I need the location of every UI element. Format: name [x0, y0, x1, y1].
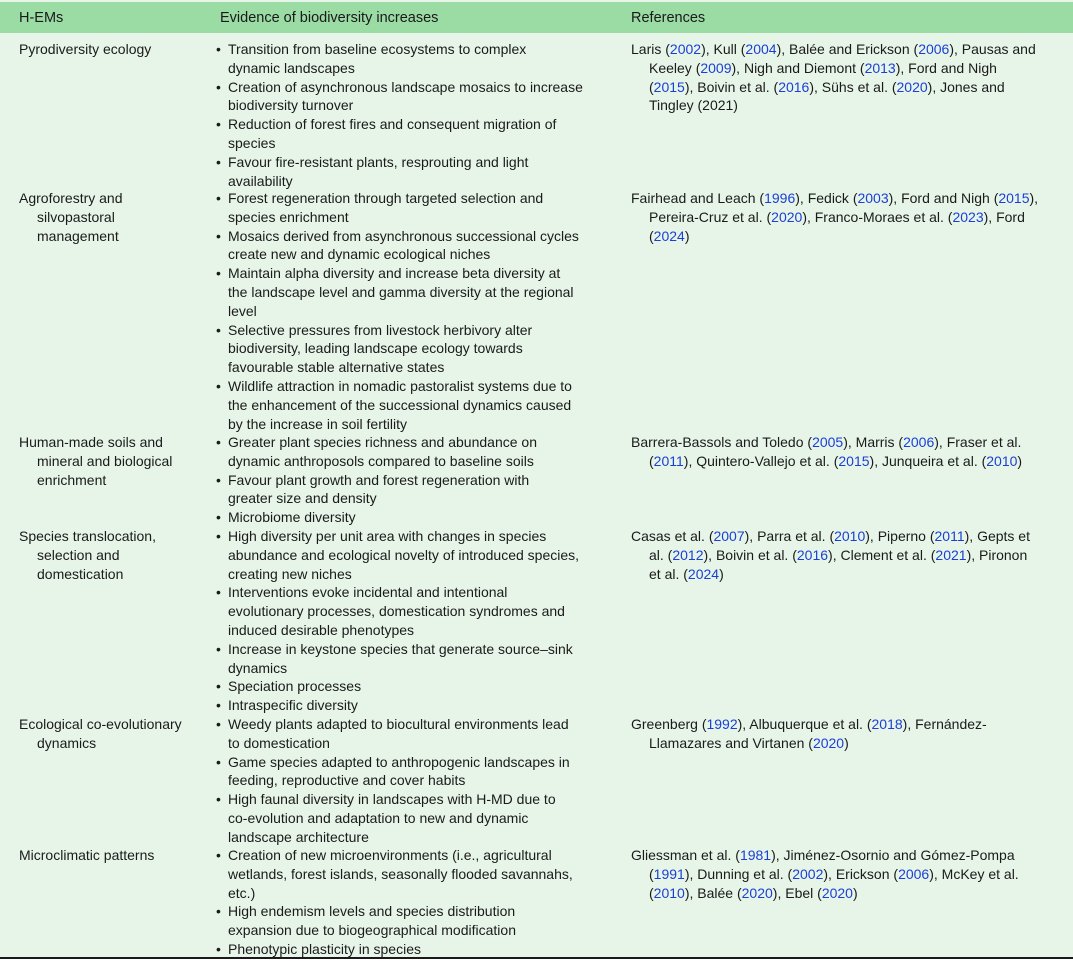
- citation-year-link[interactable]: 2023: [952, 208, 984, 225]
- reference-line: (1991), Dunning et al. (2002), Erickson (2006), McKey et al.: [649, 865, 1019, 882]
- header-h-ems: H-EMs: [19, 10, 64, 26]
- row-heading-line: Pyrodiversity ecology: [19, 41, 152, 57]
- references-cell: [631, 40, 1056, 115]
- evidence-list: [216, 189, 608, 433]
- references-cell: [631, 433, 1056, 471]
- row-heading: [19, 527, 199, 583]
- evidence-list: [216, 433, 608, 527]
- row-heading-line: Agroforestry and: [19, 190, 123, 206]
- reference-line: (2024): [649, 227, 690, 244]
- reference-line: Fairhead and Leach (1996), Fedick (2003), Ford and Nigh (2015),: [631, 190, 1039, 206]
- row-heading-line: dynamics: [37, 734, 97, 751]
- row-heading-line: selection and: [37, 546, 120, 563]
- citation-year-link[interactable]: 1991: [653, 865, 685, 882]
- evidence-bullet: • Selective pressures from livestock herbivory alter biodiversity, leading landscape ecology towards favourable stable alternative states: [216, 321, 608, 377]
- evidence-list: [216, 715, 608, 847]
- evidence-bullet: • High endemism levels and species distribution expansion due to biogeographical modification: [216, 902, 608, 940]
- header-references: References: [631, 10, 706, 26]
- row-heading-line: Microclimatic patterns: [19, 847, 155, 863]
- citation-year-link[interactable]: 2020: [896, 78, 928, 95]
- header-evidence: Evidence of biodiversity increases: [220, 10, 439, 26]
- row-heading-line: management: [37, 227, 119, 244]
- reference-line: Casas et al. (2007), Parra et al. (2010), Piperno (2011), Gepts et: [631, 528, 1030, 544]
- evidence-bullet: • High diversity per unit area with changes in species abundance and ecological novelty of introduced species, creating new niches: [216, 527, 608, 583]
- bottom-rule: [0, 957, 1073, 959]
- evidence-list: [216, 527, 608, 715]
- row-heading-line: Ecological co-evolutionary: [19, 716, 182, 732]
- citation-year-link[interactable]: 2015: [998, 190, 1030, 206]
- reference-line: Greenberg (1992), Albuquerque et al. (2018), Fernández-: [631, 716, 987, 732]
- evidence-bullet: • Microbiome diversity: [216, 508, 608, 527]
- citation-year-link[interactable]: 2002: [792, 865, 824, 882]
- citation-year-link[interactable]: 2003: [857, 190, 889, 206]
- citation-year-link[interactable]: 2024: [653, 227, 685, 244]
- row-heading-line: Species translocation,: [19, 528, 156, 544]
- citation-year-link[interactable]: 2009: [700, 59, 732, 76]
- citation-year-link[interactable]: 2013: [864, 59, 896, 76]
- citation-year-link[interactable]: 1996: [764, 190, 796, 206]
- evidence-bullet: • Maintain alpha diversity and increase beta diversity at the landscape level and gamma diversity at the regional level: [216, 264, 608, 320]
- citation-year-link[interactable]: 2006: [898, 865, 930, 882]
- evidence-bullet: • Interventions evoke incidental and intentional evolutionary processes, domestication syndromes and induced desirable phenotypes: [216, 583, 608, 639]
- citation-year-link[interactable]: 2015: [653, 78, 685, 95]
- reference-line: Gliessman et al. (1981), Jiménez-Osornio and Gómez-Pompa: [631, 847, 1015, 863]
- evidence-bullet: • Greater plant species richness and abundance on dynamic anthroposols compared to baseline soils: [216, 433, 608, 471]
- citation-year-link[interactable]: 2012: [672, 546, 704, 563]
- row-heading-line: Human-made soils and: [19, 434, 163, 450]
- table-header: [0, 2, 1073, 33]
- row-heading: [19, 433, 199, 489]
- citation-year-link[interactable]: 2011: [653, 452, 684, 469]
- row-heading-line: enrichment: [37, 471, 107, 488]
- references-cell: [631, 527, 1056, 583]
- citation-year-link[interactable]: 2006: [918, 41, 950, 57]
- reference-line: Tingley (2021): [649, 97, 738, 114]
- evidence-bullet: • Transition from baseline ecosystems to complex dynamic landscapes: [216, 40, 608, 78]
- row-heading: [19, 189, 199, 245]
- row-heading-line: silvopastoral: [37, 208, 115, 225]
- row-heading-line: mineral and biological: [37, 452, 173, 469]
- evidence-bullet: • Forest regeneration through targeted selection and species enrichment: [216, 189, 608, 227]
- evidence-bullet: • Favour plant growth and forest regeneration with greater size and density: [216, 471, 608, 509]
- reference-line: al. (2012), Boivin et al. (2016), Clement et al. (2021), Pironon: [649, 546, 1028, 563]
- evidence-bullet: • Reduction of forest fires and consequent migration of species: [216, 115, 608, 153]
- citation-year-link[interactable]: 2002: [669, 41, 702, 57]
- row-heading: [19, 715, 199, 753]
- reference-line: Pereira-Cruz et al. (2020), Franco-Moraes et al. (2023), Ford: [649, 208, 1025, 225]
- citation-year-link[interactable]: 2010: [986, 452, 1018, 469]
- reference-line: Laris (2002), Kull (2004), Balée and Erickson (2006), Pausas and: [631, 41, 1036, 57]
- citation-year-link[interactable]: 2018: [871, 716, 903, 732]
- citation-year-link[interactable]: 2020: [821, 884, 853, 901]
- evidence-bullet: • Weedy plants adapted to biocultural environments lead to domestication: [216, 715, 608, 753]
- row-heading: [19, 846, 199, 865]
- reference-line: Keeley (2009), Nigh and Diemont (2013), Ford and Nigh: [649, 59, 997, 76]
- citation-year-link[interactable]: 2005: [812, 434, 844, 450]
- citation-year-link[interactable]: 1981: [739, 847, 772, 863]
- evidence-bullet: • High faunal diversity in landscapes with H-MD due to co-evolution and adaptation to new and dynamic landscape architecture: [216, 790, 608, 846]
- citation-year-link[interactable]: 2020: [812, 734, 845, 751]
- references-cell: [631, 189, 1056, 245]
- evidence-list: [216, 40, 608, 190]
- reference-line: Barrera-Bassols and Toledo (2005), Marris (2006), Fraser et al.: [631, 434, 1022, 450]
- citation-year-link[interactable]: 2011: [934, 528, 965, 544]
- evidence-bullet: • Creation of new microenvironments (i.e., agricultural wetlands, forest islands, seasonally flooded savannahs, etc.): [216, 846, 608, 902]
- citation-year-link[interactable]: 2024: [687, 565, 720, 582]
- citation-year-link[interactable]: 2015: [838, 452, 870, 469]
- citation-year-link[interactable]: 2020: [771, 208, 803, 225]
- evidence-bullet: • Phenotypic plasticity in species: [216, 940, 608, 959]
- citation-year-link[interactable]: 2010: [834, 528, 866, 544]
- reference-line: Llamazares and Virtanen (2020): [649, 734, 849, 751]
- citation-year-link[interactable]: 2021: [935, 546, 967, 563]
- evidence-bullet: • Speciation processes: [216, 677, 608, 696]
- citation-year-link[interactable]: 2010: [653, 884, 685, 901]
- citation-year-link[interactable]: 2004: [745, 41, 777, 57]
- reference-line: et al. (2024): [649, 565, 724, 582]
- citation-year-link[interactable]: 2016: [778, 78, 810, 95]
- citation-year-link[interactable]: 2006: [903, 434, 935, 450]
- references-cell: [631, 715, 1056, 753]
- evidence-bullet: • Increase in keystone species that generate source–sink dynamics: [216, 640, 608, 678]
- evidence-list: [216, 846, 608, 959]
- citation-year-link[interactable]: 2007: [713, 528, 745, 544]
- evidence-bullet: • Mosaics derived from asynchronous successional cycles create new and dynamic ecological niches: [216, 227, 608, 265]
- citation-year-link[interactable]: 1992: [706, 716, 738, 732]
- evidence-bullet: • Favour fire-resistant plants, resprouting and light availability: [216, 153, 608, 191]
- reference-line: (2010), Balée (2020), Ebel (2020): [649, 884, 858, 901]
- citation-year-link[interactable]: 2020: [741, 884, 773, 901]
- references-cell: [631, 846, 1056, 902]
- reference-line: (2015), Boivin et al. (2016), Sühs et al. (2020), Jones and: [649, 78, 1005, 95]
- evidence-bullet: • Creation of asynchronous landscape mosaics to increase biodiversity turnover: [216, 78, 608, 116]
- evidence-bullet: • Intraspecific diversity: [216, 696, 608, 715]
- reference-line: (2011), Quintero-Vallejo et al. (2015), Junqueira et al. (2010): [649, 452, 1023, 469]
- row-heading-line: domestication: [37, 565, 124, 582]
- row-heading: [19, 40, 199, 59]
- evidence-bullet: • Wildlife attraction in nomadic pastoralist systems due to the enhancement of the successional dynamics caused by the increase in soil fertility: [216, 377, 608, 433]
- evidence-bullet: • Game species adapted to anthropogenic landscapes in feeding, reproductive and cover habits: [216, 753, 608, 791]
- citation-year-link[interactable]: 2016: [796, 546, 829, 563]
